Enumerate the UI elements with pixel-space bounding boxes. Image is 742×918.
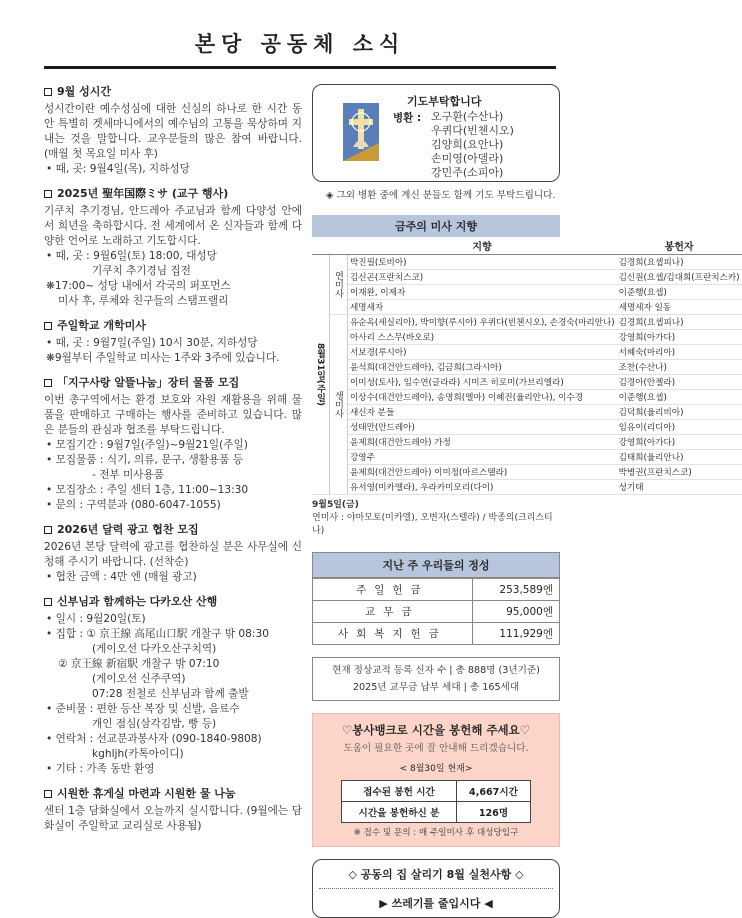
- prayer-name: 손미영(아델라): [431, 152, 504, 165]
- news-column: [44, 84, 302, 843]
- side-column: [312, 84, 740, 918]
- section-line: • 모집장소 : 주일 센터 1층, 11:00~13:30: [46, 484, 249, 496]
- section-line: • 협찬 금액 : 4만 엔 (매월 광고): [46, 571, 197, 583]
- section-line: (게이오선 다카오산구치역): [92, 643, 217, 655]
- section-heading: [44, 186, 302, 201]
- volunteer-label: 접수된 봉헌 시간: [342, 781, 457, 802]
- section-heading-text: 2026년 달력 광고 협찬 모집: [57, 523, 199, 536]
- mass-donor: 김태희(율리안나): [617, 450, 742, 465]
- offering-row: [313, 579, 560, 601]
- offering-label: 주일헌금: [313, 579, 473, 601]
- section-heading: [44, 318, 302, 333]
- mass-intention: 윤제희(대건안드레아) 가정: [348, 435, 617, 450]
- section-heading: [44, 594, 302, 609]
- news-section: [44, 186, 302, 309]
- bullet-square-icon: [44, 322, 52, 330]
- col-donor: 봉헌자: [617, 237, 742, 255]
- section-line: ② 京王線 新宿駅 개찰구 밖 07:10: [58, 658, 220, 670]
- col-intention: 지향: [348, 237, 617, 255]
- mass-donor: 김경아(안젤라): [617, 375, 742, 390]
- offering-row: [313, 601, 560, 623]
- friday-date: 9월5일(금): [312, 500, 359, 510]
- mass-donor: 서혜숙(마리아): [617, 345, 742, 360]
- mass-row: [312, 390, 742, 405]
- mass-row: [312, 255, 742, 270]
- mass-row: [312, 435, 742, 450]
- offering-amount: 111,929엔: [472, 623, 559, 645]
- friday-mass: [312, 497, 560, 536]
- mass-row: [312, 285, 742, 300]
- bullet-square-icon: [44, 790, 52, 798]
- mass-date: 8월31일(주일): [312, 255, 330, 495]
- mass-donor: 조찬(수산나): [617, 360, 742, 375]
- news-section: [44, 522, 302, 585]
- mass-row: [312, 375, 742, 390]
- mass-intention: 박진필(토비아): [348, 255, 617, 270]
- offering-amount: 95,000엔: [472, 601, 559, 623]
- volunteer-table: [341, 780, 531, 823]
- section-line: 성시간이란 예수성심에 대한 신심의 하나로 한 시간 동안 특별히 겟세마니에서의 예수님의 고통을 묵상하며 지내는 것을 말합니다. 교우분들의 많은 참여 바랍니다. (매월 첫 목요일 미사 후): [44, 103, 302, 160]
- bullet-square-icon: [44, 598, 52, 606]
- mass-row: [312, 300, 742, 315]
- stats-line-2: 2025년 교무금 납부 세대 | 총 165세대: [352, 682, 520, 693]
- mass-row: [312, 465, 742, 480]
- mass-intention: 유서영(미카엘라), 우라카미모리(다이): [348, 480, 617, 495]
- section-line: 2026년 본당 달력에 광고를 협찬하실 분은 사무실에 신청해 주시기 바랍니다. (선착순): [44, 541, 302, 568]
- section-heading-text: 2025년 聖年国際ミサ (교구 행사): [57, 187, 229, 200]
- mass-intention: 김신곤(프란치스코): [348, 270, 617, 285]
- mass-donor: 임유이(리디아): [617, 420, 742, 435]
- mass-type: 연미사: [330, 255, 348, 315]
- section-line: • 문의 : 구역분과 (080-6047-1055): [46, 499, 221, 511]
- section-line: • 모집물품 : 식기, 의류, 문구, 생활용품 등: [46, 454, 243, 466]
- bullet-square-icon: [44, 88, 52, 96]
- section-line: • 때, 곳: 9월4일(목), 지하성당: [46, 163, 190, 175]
- mass-row: [312, 420, 742, 435]
- mass-intention: 유순옥(세실리아), 박미향(루시아) 우퀴다(빈첸시오), 손경숙(마리안나): [348, 315, 617, 330]
- section-line: (게이오선 신주쿠역): [92, 673, 186, 685]
- stats-line-1: 현재 정상교적 등록 신자 수 | 총 888명 (3년기준): [332, 665, 540, 676]
- section-heading-text: 「지구사랑 알뜰나눔」장터 물품 모집: [57, 376, 240, 389]
- section-line: ❋17:00~ 성당 내에서 각국의 퍼포먼스: [46, 280, 231, 292]
- section-heading-text: 시원한 휴게실 마련과 시원한 물 나눔: [57, 787, 236, 800]
- section-line: 기쿠치 추기경님, 안드레아 주교님과 함께 다양성 안에서 희년을 축하합시다. 전 세계에서 온 신자들과 함께 다양한 언어로 노래하고 기도합시다.: [44, 205, 302, 247]
- section-line: - 전부 미사용품: [92, 469, 164, 481]
- mass-donor: 김경희(요셉피나): [617, 315, 742, 330]
- mass-donor: 이준행(요셉): [617, 390, 742, 405]
- bullet-square-icon: [44, 379, 52, 387]
- section-line: • 기타 : 가족 동반 환영: [46, 763, 155, 775]
- mass-intention-table: [312, 237, 742, 495]
- volunteer-value: 126명: [456, 802, 530, 823]
- mass-intention: 성태만(안드레아): [348, 420, 617, 435]
- section-line: • 모집기간 : 9월7일(주일)~9월21일(주일): [46, 439, 248, 451]
- mass-intention: 이재완, 이제자: [348, 285, 617, 300]
- offering-heading: 지난 주 우리들의 정성: [312, 552, 560, 578]
- volunteer-value: 4,667시간: [456, 781, 530, 802]
- mass-row: [312, 450, 742, 465]
- mass-donor: 성기태: [617, 480, 742, 495]
- section-heading: [44, 84, 302, 99]
- section-line: 센터 1층 담화실에서 오늘까지 실시합니다. (9월에는 담화실이 주일학교 교리실로 사용됨): [44, 805, 302, 832]
- section-line: kghljh(카톡아이디): [92, 748, 184, 760]
- offering-label: 사회복지헌금: [313, 623, 473, 645]
- section-heading-text: 9월 성시간: [57, 85, 111, 98]
- section-line: • 때, 곳 : 9월7일(주일) 10시 30분, 지하성당: [46, 337, 258, 349]
- prayer-note: ◈ 그외 병환 중에 계신 분들도 함께 기도 부탁드립니다.: [326, 190, 556, 201]
- offering-row: [313, 623, 560, 645]
- section-line: • 일시 : 9월20일(토): [46, 613, 146, 625]
- news-section: [44, 786, 302, 834]
- volunteer-date: < 8월30일 현재>: [399, 764, 473, 774]
- prayer-request-box: [312, 84, 560, 182]
- section-line: 개인 점심(삼각김밥, 빵 등): [92, 718, 217, 730]
- friday-line: 연미사 : 야마모토(미카엘), 오변자(스텔라) / 박종의(크리스티나): [312, 513, 553, 536]
- prayer-heading: 기도부탁합니다: [407, 95, 482, 108]
- section-line: • 연락처 : 선교분과봉사자 (090-1840-9808): [46, 733, 262, 745]
- action-title: ◇ 공동의 집 살리기 8월 실천사항 ◇: [319, 866, 553, 889]
- action-item: ▶ 쓰레기를 줄입시다 ◀: [379, 897, 493, 910]
- mass-donor: 김덕희(율리비아): [617, 405, 742, 420]
- mass-intention: 강영주: [348, 450, 617, 465]
- prayer-name: 우퀴다(빈첸시오): [431, 124, 514, 137]
- bullet-square-icon: [44, 190, 52, 198]
- volunteer-bank-box: [312, 713, 560, 847]
- mass-intention: 아사리 스스무(바오로): [348, 330, 617, 345]
- prayer-label: 병환 :: [393, 112, 422, 124]
- news-section: [44, 318, 302, 366]
- volunteer-heading: ♡봉사뱅크로 시간을 봉헌해 주세요♡: [341, 723, 531, 737]
- news-section: [44, 594, 302, 777]
- mass-donor: 강영희(아가다): [617, 435, 742, 450]
- mass-intention: 세명세자: [348, 300, 617, 315]
- volunteer-row: [342, 781, 531, 802]
- section-line: • 준비물 : 편한 등산 복장 및 신발, 음료수: [46, 703, 240, 715]
- mass-row: [312, 405, 742, 420]
- mass-row: [312, 360, 742, 375]
- section-line: 이번 총구역에서는 환경 보호와 자원 재활용을 위해 물품을 판매하고 구매하는 행사를 준비하고 있습니다. 많은 분들의 관심과 협조를 부탁드립니다.: [44, 394, 302, 436]
- section-line: 07:28 전철로 신부님과 함께 출발: [92, 688, 249, 700]
- section-heading-text: 신부님과 함께하는 다카오산 산행: [57, 595, 218, 608]
- mass-intention: 윤석희(대건안드레아), 김금희(그라시아): [348, 360, 617, 375]
- volunteer-note: ※ 접수 및 문의 : 매 주일미사 후 대성당입구: [353, 828, 519, 838]
- offering-label: 교무금: [313, 601, 473, 623]
- mass-intention: 새신자 분들: [348, 405, 617, 420]
- mass-intention: 이미성(토사), 임수연(글라라) 시미즈 히로미(가브리엘라): [348, 375, 617, 390]
- section-line: • 때, 곳 : 9월6일(토) 18:00, 대성당: [46, 250, 217, 262]
- mass-donor: 이준행(요셉): [617, 285, 742, 300]
- section-heading: [44, 522, 302, 537]
- news-section: [44, 375, 302, 513]
- offering-amount: 253,589엔: [472, 579, 559, 601]
- prayer-cross-icon: [343, 103, 379, 161]
- section-line: ❋9월부터 주일학교 미사는 1주와 3주에 있습니다.: [46, 352, 280, 364]
- prayer-name: 김양희(요안나): [431, 138, 504, 151]
- mass-row: [312, 270, 742, 285]
- title-rule: [44, 66, 556, 69]
- mass-intention: 이상수(대건안드레아), 송명희(엘마) 이혜진(율리안나), 이수경: [348, 390, 617, 405]
- mass-row: [312, 315, 742, 330]
- news-section: [44, 84, 302, 177]
- prayer-name: 강민주(소피아): [431, 166, 504, 179]
- prayer-name: 오구환(수산나): [431, 110, 504, 123]
- volunteer-row: [342, 802, 531, 823]
- mass-donor: 세명세자 일동: [617, 300, 742, 315]
- mass-row: [312, 330, 742, 345]
- mass-intention: 윤제희(대건안드레아) 이미정(마르스텔라): [348, 465, 617, 480]
- mass-donor: 박병권(프란치스코): [617, 465, 742, 480]
- mass-intention: 서보경(루시아): [348, 345, 617, 360]
- bullet-square-icon: [44, 526, 52, 534]
- section-line: 미사 후, 루체와 친구들의 스탬프랠리: [58, 295, 229, 307]
- mass-intention-heading: 금주의 미사 지향: [312, 215, 560, 237]
- section-heading-text: 주일학교 개학미사: [57, 319, 146, 332]
- section-heading: [44, 786, 302, 801]
- mass-type: 생미사: [330, 315, 348, 495]
- section-line: 기쿠치 추기경님 집전: [92, 265, 191, 277]
- volunteer-label: 시간을 봉헌하신 분: [342, 802, 457, 823]
- prayer-names: [431, 110, 514, 180]
- mass-donor: 김신원(요셉/김대희(프란치스카): [617, 270, 742, 285]
- section-line: • 집합 : ① 京王線 高尾山口駅 개찰구 밖 08:30: [46, 628, 269, 640]
- parish-stats: [312, 657, 560, 701]
- mass-donor: 김경희(요셉피나): [617, 255, 742, 270]
- section-heading: [44, 375, 302, 390]
- action-box: [312, 859, 560, 918]
- offering-table: [312, 578, 560, 645]
- mass-row: [312, 345, 742, 360]
- mass-row: [312, 480, 742, 495]
- volunteer-sub: 도움이 필요한 곳에 잘 안내해 드리겠습니다.: [343, 743, 529, 754]
- page-title: 본당 공동체 소식: [194, 31, 406, 56]
- mass-donor: 강영희(아가다): [617, 330, 742, 345]
